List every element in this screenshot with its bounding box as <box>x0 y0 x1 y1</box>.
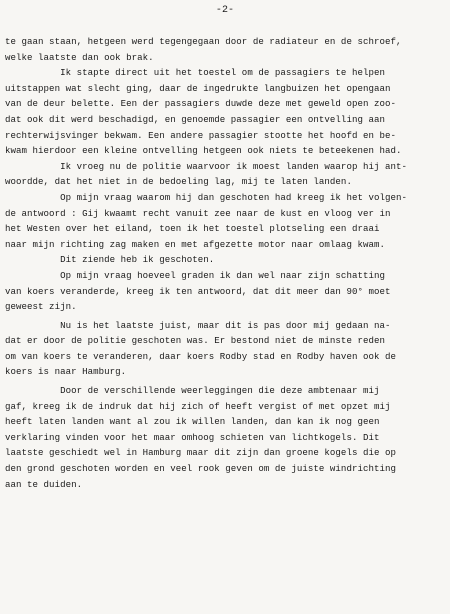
text-line: om van koers te veranderen, daar koers Rodby stad en Rodby haven ook de <box>5 350 397 362</box>
text-line: gaf, kreeg ik de indruk dat hij zich of heeft vergist of met opzet mij <box>5 400 391 412</box>
text-line: koers is naar Hamburg. <box>5 366 127 378</box>
text-line: Door de verschillende weerleggingen die deze ambtenaar mij <box>5 385 380 397</box>
text-line: heeft laten landen want al zou ik willen landen, dan kan ik nog geen <box>5 416 380 428</box>
text-line: Ik vroeg nu de politie waarvoor ik moest landen waarop hij ant- <box>5 160 408 172</box>
text-line: het Westen over het eiland, toen ik het toestel plotseling een draai <box>5 223 380 235</box>
text-line: Dit ziende heb ik geschoten. <box>5 254 215 266</box>
text-line: dat ook dit werd beschadigd, en genoemde passagier een ontvelling aan <box>5 113 385 125</box>
text-line: naar mijn richting zag maken en met afgezette motor naar omlaag kwam. <box>5 238 385 250</box>
document-body <box>5 34 443 492</box>
text-line: kwam hierdoor een kleine ontvelling hetgeen ook niets te beteekenen had. <box>5 145 402 157</box>
page-number: -2- <box>215 5 235 16</box>
text-line: den grond geschoten worden en veel rook geven om de juiste windrichting <box>5 463 397 475</box>
text-line: van de deur belette. Een der passagiers duwde deze met geweld open zoo- <box>5 98 397 110</box>
text-line: laatste geschiedt wel in Hamburg maar dit zijn dan groene kogels die op <box>5 447 397 459</box>
text-line: Op mijn vraag hoeveel graden ik dan wel naar zijn schatting <box>5 269 385 281</box>
text-line: te gaan staan, hetgeen werd tegengegaan door de radiateur en de schroef, <box>5 36 402 47</box>
text-line: van koers veranderde, kreeg ik ten antwoord, dat dit meer dan 90° moet <box>5 285 391 297</box>
text-line: de antwoord : Gij kwaamt recht vanuit zee naar de kust en vloog ver in <box>5 207 391 219</box>
text-line: Nu is het laatste juist, maar dit is pas door mij gedaan na- <box>5 319 391 331</box>
text-line: Op mijn vraag waarom hij dan geschoten had kreeg ik het volgen- <box>5 191 408 203</box>
text-line: woordde, dat het niet in de bedoeling lag, mij te laten landen. <box>5 176 352 188</box>
text-line: rechterwijsvinger bekwam. Een andere passagier stootte het hoofd en be- <box>5 129 397 141</box>
text-line: aan te duiden. <box>5 478 83 490</box>
text-line: welke laatste dan ook brak. <box>5 51 154 63</box>
text-line: verklaring vinden voor het maar omhoog schieten van lichtkogels. Dit <box>5 431 380 443</box>
text-line: dat er door de politie geschoten was. Er bestond niet de minste reden <box>5 335 385 347</box>
text-line: Ik stapte direct uit het toestel om de passagiers te helpen <box>5 67 385 79</box>
text-line: geweest zijn. <box>5 301 77 313</box>
text-line: uitstappen wat slecht ging, daar de ingedrukte langbuizen het opengaan <box>5 82 391 94</box>
